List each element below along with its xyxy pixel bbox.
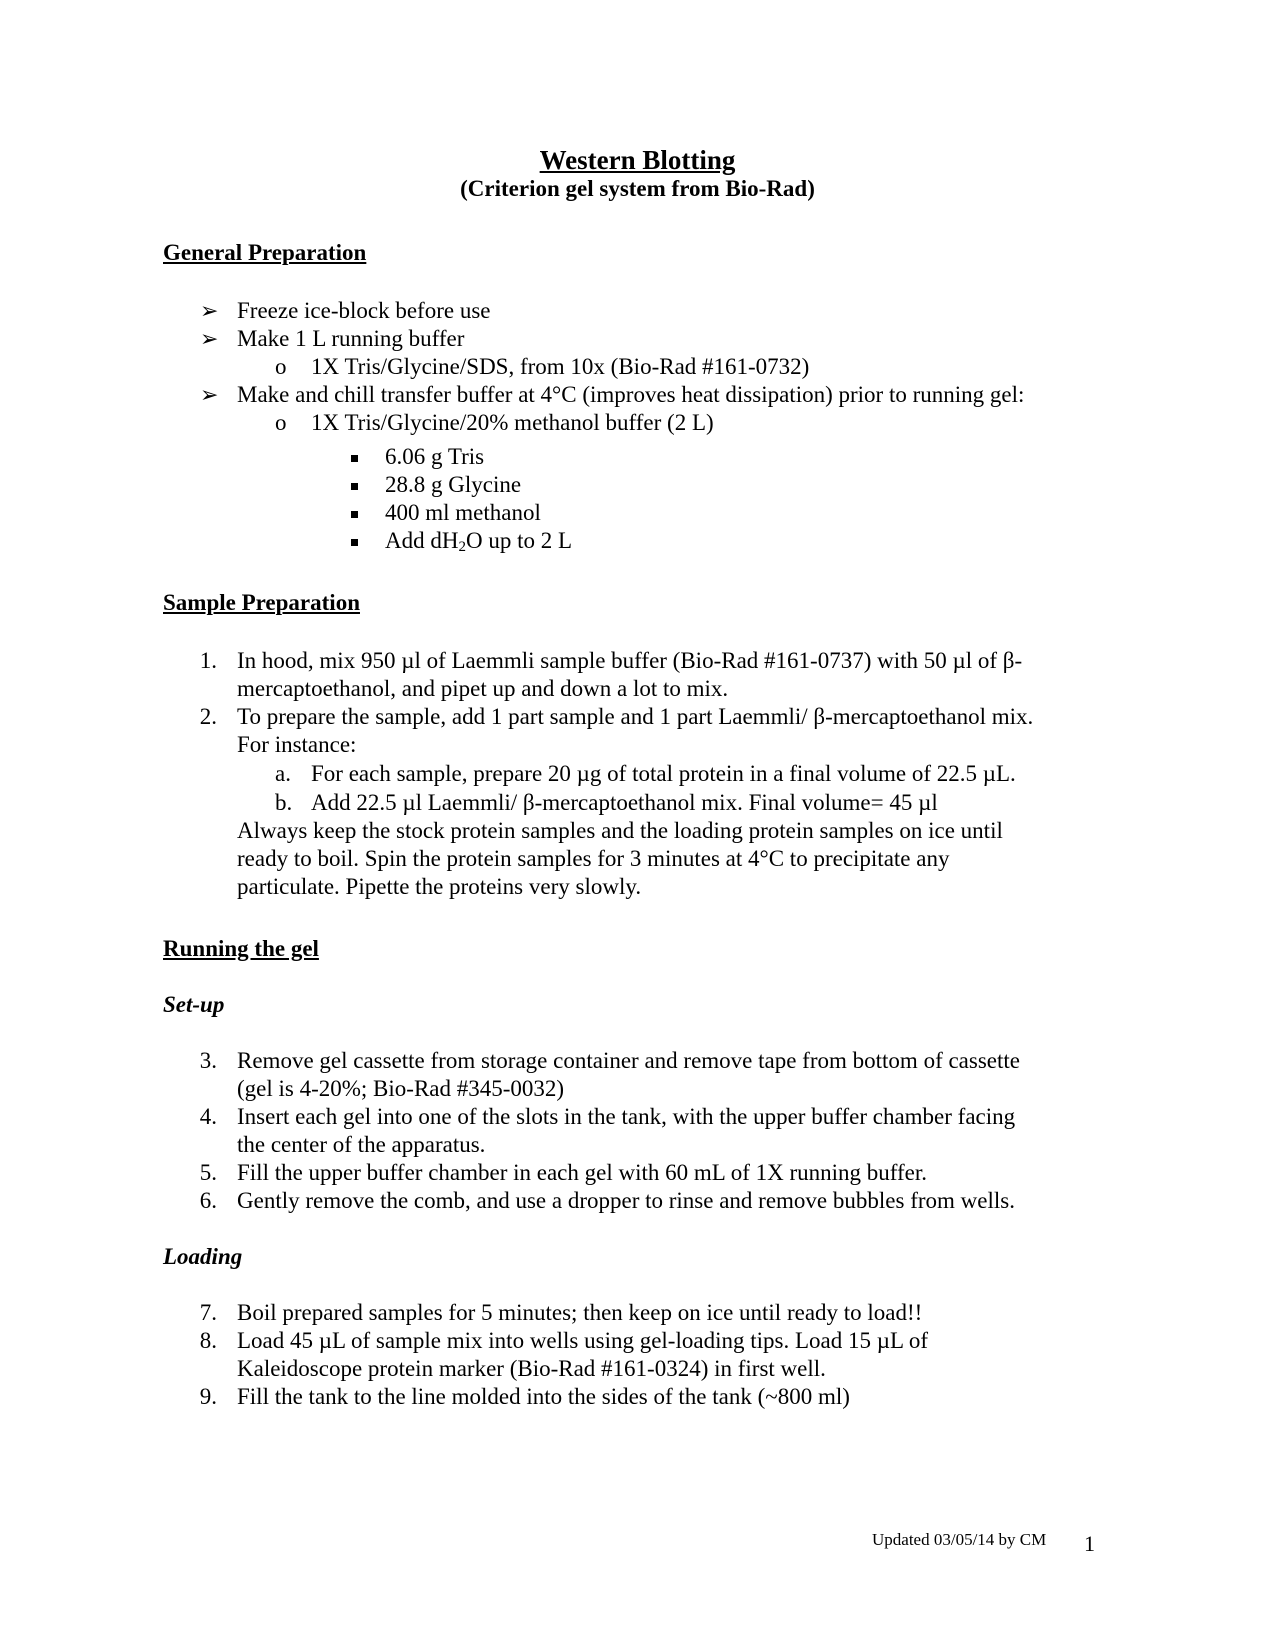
- item-number: 4.: [199, 1104, 217, 1129]
- item-number: 7.: [199, 1300, 217, 1325]
- item-number: 2.: [199, 704, 217, 729]
- step-2b: Add 22.5 µl Laemmli/ β-mercaptoethanol mix. Final volume= 45 µl: [311, 790, 938, 815]
- subsection-heading-setup: Set-up: [163, 992, 225, 1017]
- recipe-methanol: 400 ml methanol: [385, 500, 541, 525]
- item-number: 8.: [199, 1328, 217, 1353]
- step-1-line-1: In hood, mix 950 µl of Laemmli sample buffer (Bio-Rad #161-0737) with 50 µl of β-: [237, 648, 1023, 673]
- sub-bullet-transfer-buffer: 1X Tris/Glycine/20% methanol buffer (2 L): [311, 410, 714, 435]
- step-5: Fill the upper buffer chamber in each gel with 60 mL of 1X running buffer.: [237, 1160, 928, 1185]
- step-8-line-2: Kaleidoscope protein marker (Bio-Rad #161-0324) in first well.: [237, 1356, 826, 1381]
- bullet-freeze: Freeze ice-block before use: [237, 298, 491, 323]
- item-number: 1.: [199, 648, 217, 673]
- item-number: 5.: [199, 1160, 217, 1185]
- step-3-line-1: Remove gel cassette from storage container and remove tape from bottom of cassette: [237, 1048, 1020, 1073]
- note-line-2: ready to boil. Spin the protein samples for 3 minutes at 4°C to precipitate any: [237, 846, 950, 871]
- recipe-glycine: 28.8 g Glycine: [385, 472, 522, 497]
- subsection-heading-loading: Loading: [163, 1244, 243, 1269]
- square-bullet-icon: [351, 539, 358, 546]
- arrow-bullet-icon: ➢: [200, 326, 219, 351]
- recipe-tris: 6.06 g Tris: [385, 444, 485, 469]
- sub-item-label: b.: [275, 790, 293, 815]
- page-number: 1: [1084, 1531, 1095, 1556]
- step-8-line-1: Load 45 µL of sample mix into wells using gel-loading tips. Load 15 µL of: [237, 1328, 929, 1353]
- item-number: 3.: [199, 1048, 217, 1073]
- step-2a: For each sample, prepare 20 µg of total protein in a final volume of 22.5 µL.: [311, 761, 1016, 786]
- step-2-line-1: To prepare the sample, add 1 part sample and 1 part Laemmli/ β-mercaptoethanol mix.: [237, 704, 1034, 729]
- bullet-running-buffer: Make 1 L running buffer: [237, 326, 465, 351]
- note-line-3: particulate. Pipette the proteins very slowly.: [237, 874, 642, 899]
- footer-updated: Updated 03/05/14 by CM: [872, 1530, 1047, 1549]
- step-1-line-2: mercaptoethanol, and pipet up and down a lot to mix.: [237, 676, 729, 701]
- arrow-bullet-icon: ➢: [200, 382, 219, 407]
- step-9: Fill the tank to the line molded into the sides of the tank (~800 ml): [237, 1384, 850, 1409]
- bullet-transfer-buffer: Make and chill transfer buffer at 4°C (improves heat dissipation) prior to running gel:: [237, 382, 1025, 407]
- recipe-water: Add $dH_2O$ up to 2 L: [385, 528, 573, 555]
- circle-bullet: o: [275, 410, 287, 435]
- step-4-line-2: the center of the apparatus.: [237, 1132, 486, 1157]
- page-title: Western Blotting: [539, 145, 736, 175]
- step-2-line-2: For instance:: [237, 732, 357, 757]
- section-heading-general: General Preparation: [163, 240, 367, 265]
- arrow-bullet-icon: ➢: [200, 298, 219, 323]
- section-heading-sample: Sample Preparation: [163, 590, 360, 615]
- square-bullet-icon: [351, 483, 358, 490]
- step-7: Boil prepared samples for 5 minutes; then keep on ice until ready to load!!: [237, 1300, 923, 1325]
- sub-item-label: a.: [275, 761, 291, 786]
- section-heading-running: Running the gel: [163, 936, 319, 961]
- step-4-line-1: Insert each gel into one of the slots in the tank, with the upper buffer chamber facing: [237, 1104, 1016, 1129]
- square-bullet-icon: [351, 511, 358, 518]
- page-subtitle: (Criterion gel system from Bio-Rad): [460, 176, 815, 201]
- step-3-line-2: (gel is 4-20%; Bio-Rad #345-0032): [237, 1076, 565, 1101]
- item-number: 6.: [199, 1188, 217, 1213]
- circle-bullet: o: [275, 354, 287, 379]
- note-line-1: Always keep the stock protein samples and the loading protein samples on ice until: [237, 818, 1003, 843]
- step-6: Gently remove the comb, and use a dropper to rinse and remove bubbles from wells.: [237, 1188, 1015, 1213]
- square-bullet-icon: [351, 455, 358, 462]
- item-number: 9.: [199, 1384, 217, 1409]
- sub-bullet-running-buffer: 1X Tris/Glycine/SDS, from 10x (Bio-Rad #161-0732): [311, 354, 810, 379]
